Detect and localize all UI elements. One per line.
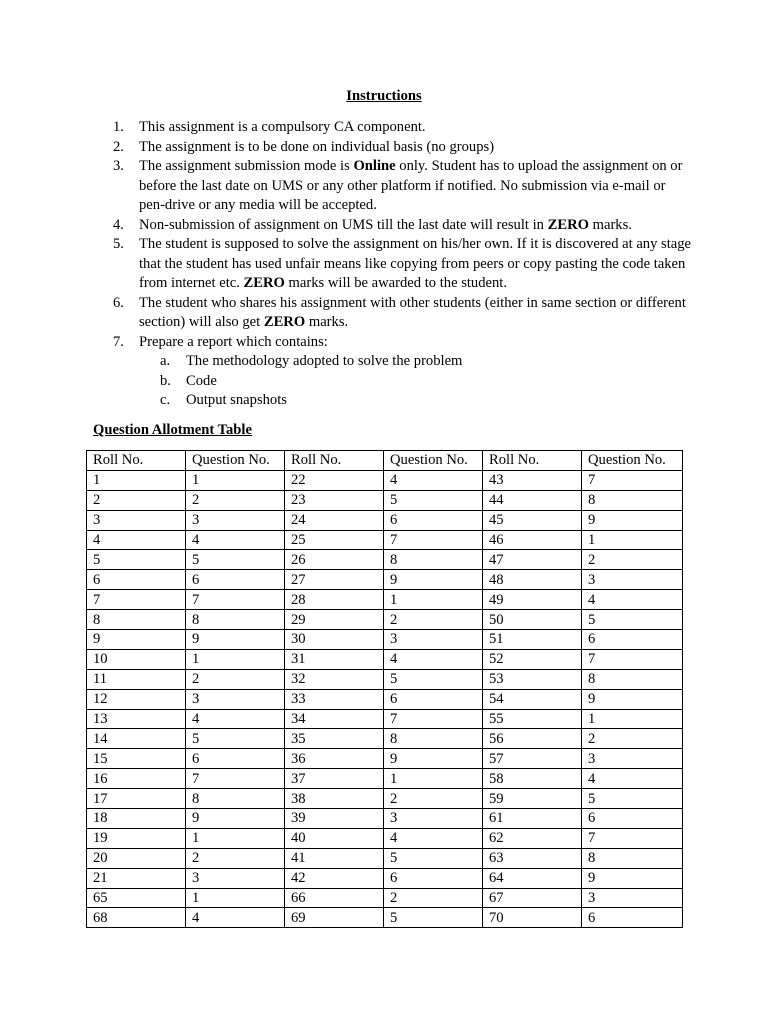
table-cell: 3 — [384, 809, 483, 829]
table-cell: 19 — [87, 828, 186, 848]
table-body — [87, 470, 683, 927]
table-cell: 32 — [285, 669, 384, 689]
table-cell: 35 — [285, 729, 384, 749]
report-contents-item — [160, 391, 693, 411]
table-cell: 5 — [186, 550, 285, 570]
table-cell: 55 — [483, 709, 582, 729]
table-row — [87, 510, 683, 530]
table-cell: 5 — [582, 610, 683, 630]
instruction-text: The student who shares his assignment with other students (either in same section or different section) will also get ZERO marks. — [139, 294, 686, 330]
table-cell: 49 — [483, 590, 582, 610]
table-row — [87, 789, 683, 809]
table-row — [87, 908, 683, 928]
table-cell: 9 — [582, 868, 683, 888]
table-cell: 9 — [186, 630, 285, 650]
table-cell: 66 — [285, 888, 384, 908]
table-cell: 2 — [384, 888, 483, 908]
table-cell: 67 — [483, 888, 582, 908]
report-contents-item — [160, 352, 693, 372]
sub-item-text: The methodology adopted to solve the problem — [186, 353, 463, 369]
table-cell: 8 — [186, 610, 285, 630]
table-cell: 1 — [186, 470, 285, 490]
table-cell: 8 — [582, 669, 683, 689]
table-cell: 25 — [285, 530, 384, 550]
table-cell: 6 — [384, 868, 483, 888]
table-cell: 6 — [582, 630, 683, 650]
table-row — [87, 610, 683, 630]
table-cell: 20 — [87, 848, 186, 868]
table-row — [87, 530, 683, 550]
table-row — [87, 809, 683, 829]
table-cell: 58 — [483, 769, 582, 789]
table-cell: 7 — [384, 530, 483, 550]
instruction-text: The assignment submission mode is Online only. Student has to upload the assignment on or before the last date on UMS or any other platform if notified. No submission via e-mail or pen-drive or any media will be accepted. — [139, 158, 683, 213]
emphasis-text: Online — [353, 158, 396, 174]
table-cell: 22 — [285, 470, 384, 490]
table-cell: 21 — [87, 868, 186, 888]
instruction-text: Non-submission of assignment on UMS till the last date will result in ZERO marks. — [139, 216, 632, 233]
table-cell: 8 — [87, 610, 186, 630]
table-cell: 9 — [582, 510, 683, 530]
table-cell: 4 — [384, 649, 483, 669]
table-cell: 54 — [483, 689, 582, 709]
table-cell: 6 — [384, 689, 483, 709]
table-cell: 12 — [87, 689, 186, 709]
table-cell: 2 — [582, 550, 683, 570]
table-cell: 7 — [582, 649, 683, 669]
table-row — [87, 689, 683, 709]
table-row — [87, 769, 683, 789]
table-cell: 3 — [87, 510, 186, 530]
table-cell: 63 — [483, 848, 582, 868]
table-cell: 1 — [582, 709, 683, 729]
table-cell: 1 — [384, 590, 483, 610]
table-cell: 26 — [285, 550, 384, 570]
column-header: Roll No. — [483, 451, 582, 471]
table-cell: 10 — [87, 649, 186, 669]
instruction-number: 1. — [113, 119, 124, 135]
instruction-item — [113, 118, 693, 138]
instruction-text: This assignment is a compulsory CA component. — [139, 119, 426, 135]
emphasis-text: ZERO — [547, 216, 589, 233]
instruction-number: 5. — [113, 236, 124, 252]
table-cell: 3 — [186, 868, 285, 888]
instruction-number: 2. — [113, 138, 124, 155]
table-row — [87, 749, 683, 769]
table-cell: 48 — [483, 570, 582, 590]
table-header-row — [87, 451, 683, 471]
sub-item-letter: b. — [160, 372, 171, 389]
column-header: Roll No. — [87, 451, 186, 471]
table-cell: 31 — [285, 649, 384, 669]
instruction-item — [113, 138, 693, 158]
table-cell: 36 — [285, 749, 384, 769]
table-cell: 1 — [186, 888, 285, 908]
instruction-item — [113, 216, 693, 236]
table-cell: 2 — [186, 848, 285, 868]
table-cell: 3 — [186, 510, 285, 530]
table-cell: 4 — [186, 530, 285, 550]
table-cell: 50 — [483, 610, 582, 630]
table-cell: 28 — [285, 590, 384, 610]
table-cell: 4 — [384, 470, 483, 490]
table-cell: 46 — [483, 530, 582, 550]
column-header: Roll No. — [285, 451, 384, 471]
table-cell: 7 — [186, 769, 285, 789]
table-cell: 53 — [483, 669, 582, 689]
table-cell: 5 — [384, 848, 483, 868]
table-cell: 1 — [186, 828, 285, 848]
question-allotment-table — [86, 450, 683, 928]
table-cell: 4 — [186, 709, 285, 729]
table-cell: 52 — [483, 649, 582, 669]
instruction-item — [113, 157, 693, 216]
table-row — [87, 848, 683, 868]
table-cell: 38 — [285, 789, 384, 809]
table-row — [87, 649, 683, 669]
table-cell: 1 — [186, 649, 285, 669]
table-cell: 59 — [483, 789, 582, 809]
table-cell: 23 — [285, 490, 384, 510]
table-cell: 4 — [582, 769, 683, 789]
table-cell: 68 — [87, 908, 186, 928]
instruction-number: 7. — [113, 333, 124, 350]
table-cell: 9 — [186, 809, 285, 829]
table-cell: 51 — [483, 630, 582, 650]
table-cell: 2 — [384, 610, 483, 630]
table-row — [87, 669, 683, 689]
table-cell: 4 — [87, 530, 186, 550]
table-cell: 5 — [384, 490, 483, 510]
table-cell: 1 — [384, 769, 483, 789]
table-row — [87, 828, 683, 848]
table-cell: 5 — [582, 789, 683, 809]
table-cell: 43 — [483, 470, 582, 490]
table-cell: 45 — [483, 510, 582, 530]
table-cell: 27 — [285, 570, 384, 590]
table-cell: 2 — [582, 729, 683, 749]
table-cell: 8 — [582, 490, 683, 510]
table-cell: 8 — [384, 550, 483, 570]
table-cell: 6 — [87, 570, 186, 590]
table-cell: 2 — [384, 789, 483, 809]
table-cell: 9 — [87, 630, 186, 650]
table-row — [87, 470, 683, 490]
table-cell: 2 — [87, 490, 186, 510]
instruction-item — [113, 235, 693, 294]
emphasis-text: ZERO — [263, 314, 306, 330]
table-cell: 56 — [483, 729, 582, 749]
table-row — [87, 490, 683, 510]
table-row — [87, 709, 683, 729]
table-cell: 37 — [285, 769, 384, 789]
table-cell: 14 — [87, 729, 186, 749]
table-cell: 61 — [483, 809, 582, 829]
table-cell: 65 — [87, 888, 186, 908]
table-cell: 44 — [483, 490, 582, 510]
instruction-text: The student is supposed to solve the assignment on his/her own. If it is discovered at any stage that the student has used unfair means like copying from peers or copy pasting the code taken from internet etc. ZERO marks will be awarded to the student. — [139, 236, 692, 291]
table-cell: 3 — [582, 570, 683, 590]
table-cell: 5 — [384, 669, 483, 689]
table-cell: 7 — [384, 709, 483, 729]
instruction-item — [113, 333, 693, 411]
table-cell: 62 — [483, 828, 582, 848]
table-cell: 4 — [186, 908, 285, 928]
table-row — [87, 550, 683, 570]
table-cell: 8 — [582, 848, 683, 868]
table-cell: 3 — [186, 689, 285, 709]
sub-item-letter: c. — [160, 392, 171, 409]
table-cell: 2 — [186, 490, 285, 510]
table-cell: 13 — [87, 709, 186, 729]
table-row — [87, 888, 683, 908]
instructions-list — [113, 118, 693, 411]
instruction-number: 3. — [113, 158, 124, 174]
table-cell: 6 — [582, 908, 683, 928]
table-cell: 5 — [384, 908, 483, 928]
table-cell: 7 — [186, 590, 285, 610]
table-cell: 29 — [285, 610, 384, 630]
page-title: Instructions — [346, 88, 422, 104]
table-cell: 8 — [186, 789, 285, 809]
table-cell: 16 — [87, 769, 186, 789]
instruction-number: 4. — [113, 216, 124, 233]
sub-item-letter: a. — [160, 353, 171, 369]
table-cell: 5 — [87, 550, 186, 570]
table-cell: 3 — [384, 630, 483, 650]
table-cell: 9 — [384, 570, 483, 590]
table-row — [87, 590, 683, 610]
instruction-text: Prepare a report which contains: — [139, 333, 328, 350]
table-cell: 40 — [285, 828, 384, 848]
table-cell: 3 — [582, 888, 683, 908]
table-cell: 17 — [87, 789, 186, 809]
table-cell: 7 — [87, 590, 186, 610]
table-cell: 70 — [483, 908, 582, 928]
emphasis-text: ZERO — [243, 275, 285, 291]
table-cell: 34 — [285, 709, 384, 729]
table-cell: 15 — [87, 749, 186, 769]
table-cell: 39 — [285, 809, 384, 829]
table-cell: 3 — [582, 749, 683, 769]
table-title: Question Allotment Table — [93, 422, 252, 438]
table-cell: 57 — [483, 749, 582, 769]
table-cell: 6 — [186, 570, 285, 590]
column-header: Question No. — [384, 451, 483, 471]
table-cell: 2 — [186, 669, 285, 689]
table-cell: 5 — [186, 729, 285, 749]
column-header: Question No. — [582, 451, 683, 471]
table-cell: 11 — [87, 669, 186, 689]
table-cell: 33 — [285, 689, 384, 709]
table-cell: 6 — [186, 749, 285, 769]
table-cell: 41 — [285, 848, 384, 868]
table-cell: 9 — [582, 689, 683, 709]
table-cell: 6 — [582, 809, 683, 829]
sub-item-text: Code — [186, 372, 217, 389]
table-cell: 47 — [483, 550, 582, 570]
table-cell: 42 — [285, 868, 384, 888]
table-row — [87, 868, 683, 888]
table-cell: 69 — [285, 908, 384, 928]
table-cell: 18 — [87, 809, 186, 829]
column-header: Question No. — [186, 451, 285, 471]
table-cell: 4 — [384, 828, 483, 848]
table-row — [87, 729, 683, 749]
instruction-item — [113, 294, 693, 333]
table-cell: 8 — [384, 729, 483, 749]
table-cell: 9 — [384, 749, 483, 769]
report-contents-list — [160, 352, 693, 411]
table-cell: 6 — [384, 510, 483, 530]
report-contents-item — [160, 372, 693, 392]
table-cell: 30 — [285, 630, 384, 650]
table-cell: 1 — [87, 470, 186, 490]
table-cell: 24 — [285, 510, 384, 530]
table-cell: 4 — [582, 590, 683, 610]
table-cell: 7 — [582, 470, 683, 490]
table-row — [87, 570, 683, 590]
table-row — [87, 630, 683, 650]
instruction-text: The assignment is to be done on individual basis (no groups) — [139, 138, 495, 155]
sub-item-text: Output snapshots — [186, 392, 287, 409]
table-cell: 1 — [582, 530, 683, 550]
instruction-number: 6. — [113, 294, 124, 311]
table-cell: 64 — [483, 868, 582, 888]
table-cell: 7 — [582, 828, 683, 848]
